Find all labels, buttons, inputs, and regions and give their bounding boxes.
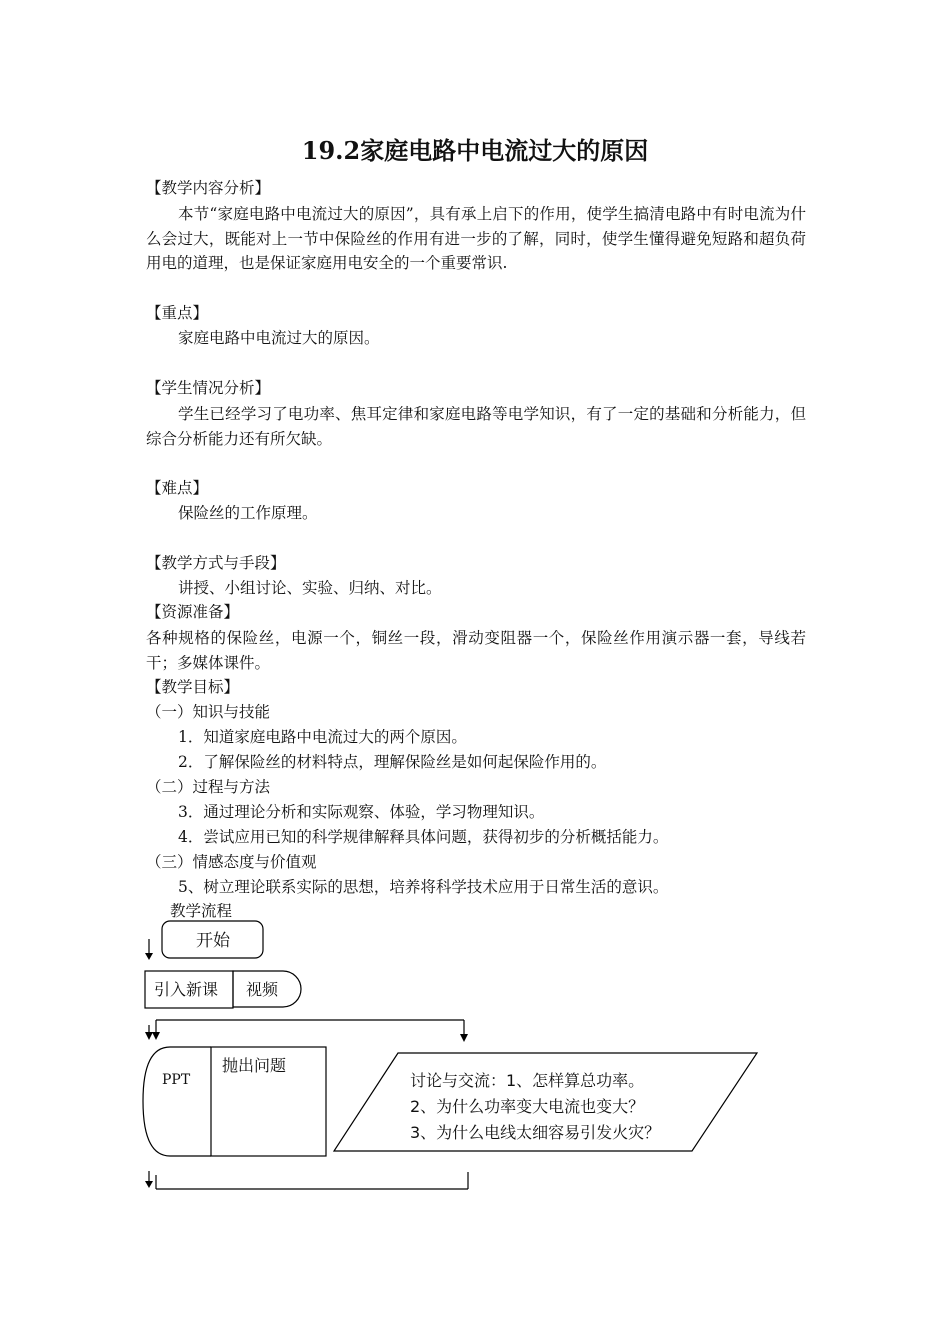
section-heading-goals: 【教学目标】 (146, 678, 240, 696)
content-analysis-text: 本节“家庭电路中电流过大的原因”，具有承上启下的作用，使学生搞清电路中有时电流为什么会过大，既能对上一节中保险丝的作用有进一步的了解，同时，使学生懂得避免短路和超负荷用电的道理，也是保证家庭用电安全的一个重要常识. (146, 205, 806, 272)
student-analysis-text: 学生已经学习了电功率、焦耳定律和家庭电路等电学知识，有了一定的基础和分析能力，但综合分析能力还有所欠缺。 (146, 405, 806, 448)
discussion-line-2: 2、为什么功率变大电流也变大？ (410, 1097, 645, 1116)
page-title: 19.2家庭电路中电流过大的原因 (301, 136, 649, 165)
arrow-head-bottom (145, 1181, 153, 1188)
section-heading-methods: 【教学方式与手段】 (146, 554, 286, 572)
section-heading-resources: 【资源准备】 (146, 603, 240, 621)
goal-item-1: 1．知道家庭电路中电流过大的两个原因。 (178, 728, 467, 746)
arrow-head-discussion (460, 1034, 468, 1042)
question-label: 抛出问题 (222, 1056, 287, 1075)
goal-item-2: 2．了解保险丝的材料特点，理解保险丝是如何起保险作用的。 (178, 753, 607, 771)
goal-item-3: 3．通过理论分析和实际观察、体验，学习物理知识。 (178, 803, 545, 821)
ppt-shape (143, 1047, 211, 1156)
goal-item-4: 4．尝试应用已知的科学规律解释具体问题，获得初步的分析概括能力。 (178, 828, 669, 846)
resources-text: 各种规格的保险丝，电源一个，铜丝一段，滑动变阻器一个，保险丝作用演示器一套，导线若干；多媒体课件。 (146, 629, 806, 672)
arrow-head-ppt-left (145, 1032, 153, 1040)
arrow-head-start (145, 953, 153, 960)
flow-label: 教学流程 (170, 902, 233, 920)
goals-subheading-knowledge: （一）知识与技能 (146, 703, 271, 721)
goals-subheading-attitude: （三）情感态度与价值观 (146, 853, 317, 871)
section-heading-content-analysis: 【教学内容分析】 (146, 179, 271, 197)
difficulty-text: 保险丝的工作原理。 (178, 504, 318, 522)
goals-subheading-process: （二）过程与方法 (146, 778, 271, 796)
section-heading-difficulty: 【难点】 (146, 479, 209, 497)
section-heading-student-analysis: 【学生情况分析】 (146, 379, 271, 397)
start-label: 开始 (196, 931, 230, 951)
discussion-line-3: 3、为什么电线太细容易引发火灾？ (410, 1123, 661, 1142)
intro-label: 引入新课 (154, 980, 219, 999)
methods-text: 讲授、小组讨论、实验、归纳、对比。 (178, 579, 442, 597)
goal-item-5: 5、树立理论联系实际的思想，培养将科学技术应用于日常生活的意识。 (178, 878, 669, 896)
key-point-text: 家庭电路中电流过大的原因。 (178, 329, 380, 347)
discussion-line-1: 讨论与交流：1、怎样算总功率。 (410, 1071, 645, 1090)
arrow-head-ppt-right (152, 1032, 160, 1040)
section-heading-key-point: 【重点】 (146, 304, 209, 322)
video-label: 视频 (246, 980, 279, 999)
ppt-label: PPT (162, 1072, 191, 1088)
